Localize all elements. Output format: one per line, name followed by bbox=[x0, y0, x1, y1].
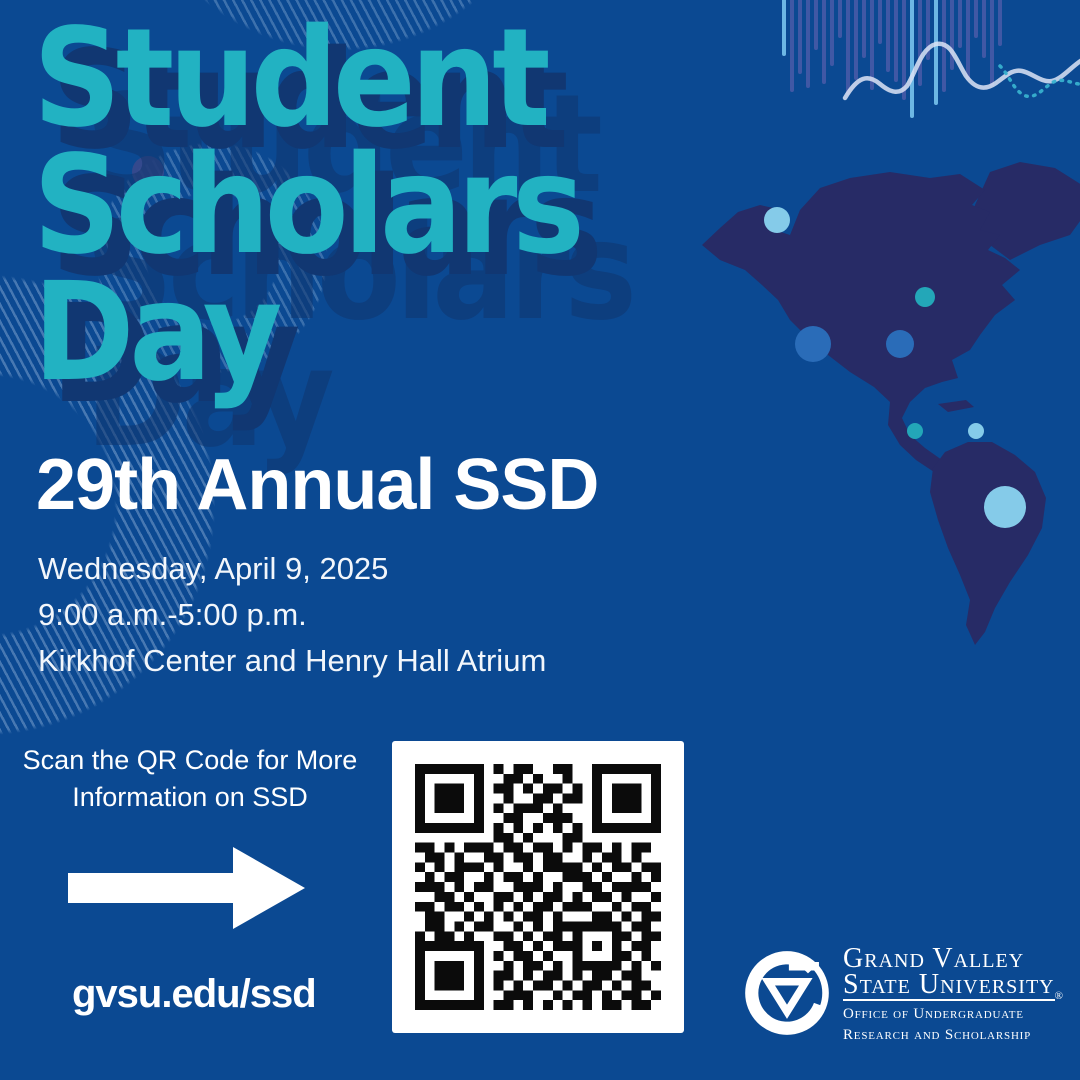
scan-prompt-line1: Scan the QR Code for More bbox=[22, 745, 358, 775]
scan-prompt bbox=[0, 742, 380, 816]
logo-office-line2: Research and Scholarship bbox=[843, 1026, 1032, 1043]
event-url: gvsu.edu/ssd bbox=[72, 972, 316, 1016]
scan-prompt-line2: Information on SSD bbox=[72, 782, 308, 812]
page-title bbox=[33, 0, 580, 412]
event-location: Kirkhof Center and Henry Hall Atrium bbox=[38, 643, 547, 678]
title-line: Day bbox=[33, 254, 278, 412]
map-dot bbox=[984, 486, 1026, 528]
map-dot bbox=[907, 423, 923, 439]
logo-office-line1: Office of Undergraduate bbox=[843, 1006, 1024, 1022]
title-line: Scholars bbox=[33, 127, 580, 285]
event-date: Wednesday, April 9, 2025 bbox=[38, 551, 389, 586]
qr-code bbox=[392, 741, 684, 1033]
gvsu-logo-text bbox=[843, 943, 1063, 1043]
logo-university-name-line1: Grand Valley bbox=[843, 943, 1025, 974]
title-line: Student bbox=[33, 0, 546, 158]
right-arrow-icon bbox=[68, 845, 308, 935]
map-dot bbox=[915, 287, 935, 307]
event-heading: 29th Annual SSD bbox=[36, 445, 599, 525]
logo-university-name-line2: State University bbox=[843, 969, 1055, 1000]
map-dot bbox=[968, 423, 984, 439]
map-dot bbox=[886, 330, 914, 358]
map-dot bbox=[764, 207, 790, 233]
map-dot bbox=[795, 326, 831, 362]
event-time: 9:00 a.m.-5:00 p.m. bbox=[38, 597, 307, 632]
registered-mark: ® bbox=[1054, 990, 1063, 1002]
americas-map-decoration bbox=[690, 150, 1080, 660]
event-details bbox=[38, 546, 546, 684]
gvsu-logo-mark-icon bbox=[740, 946, 834, 1040]
qr-code-pattern bbox=[415, 764, 661, 1010]
gvsu-logo bbox=[740, 943, 1063, 1043]
